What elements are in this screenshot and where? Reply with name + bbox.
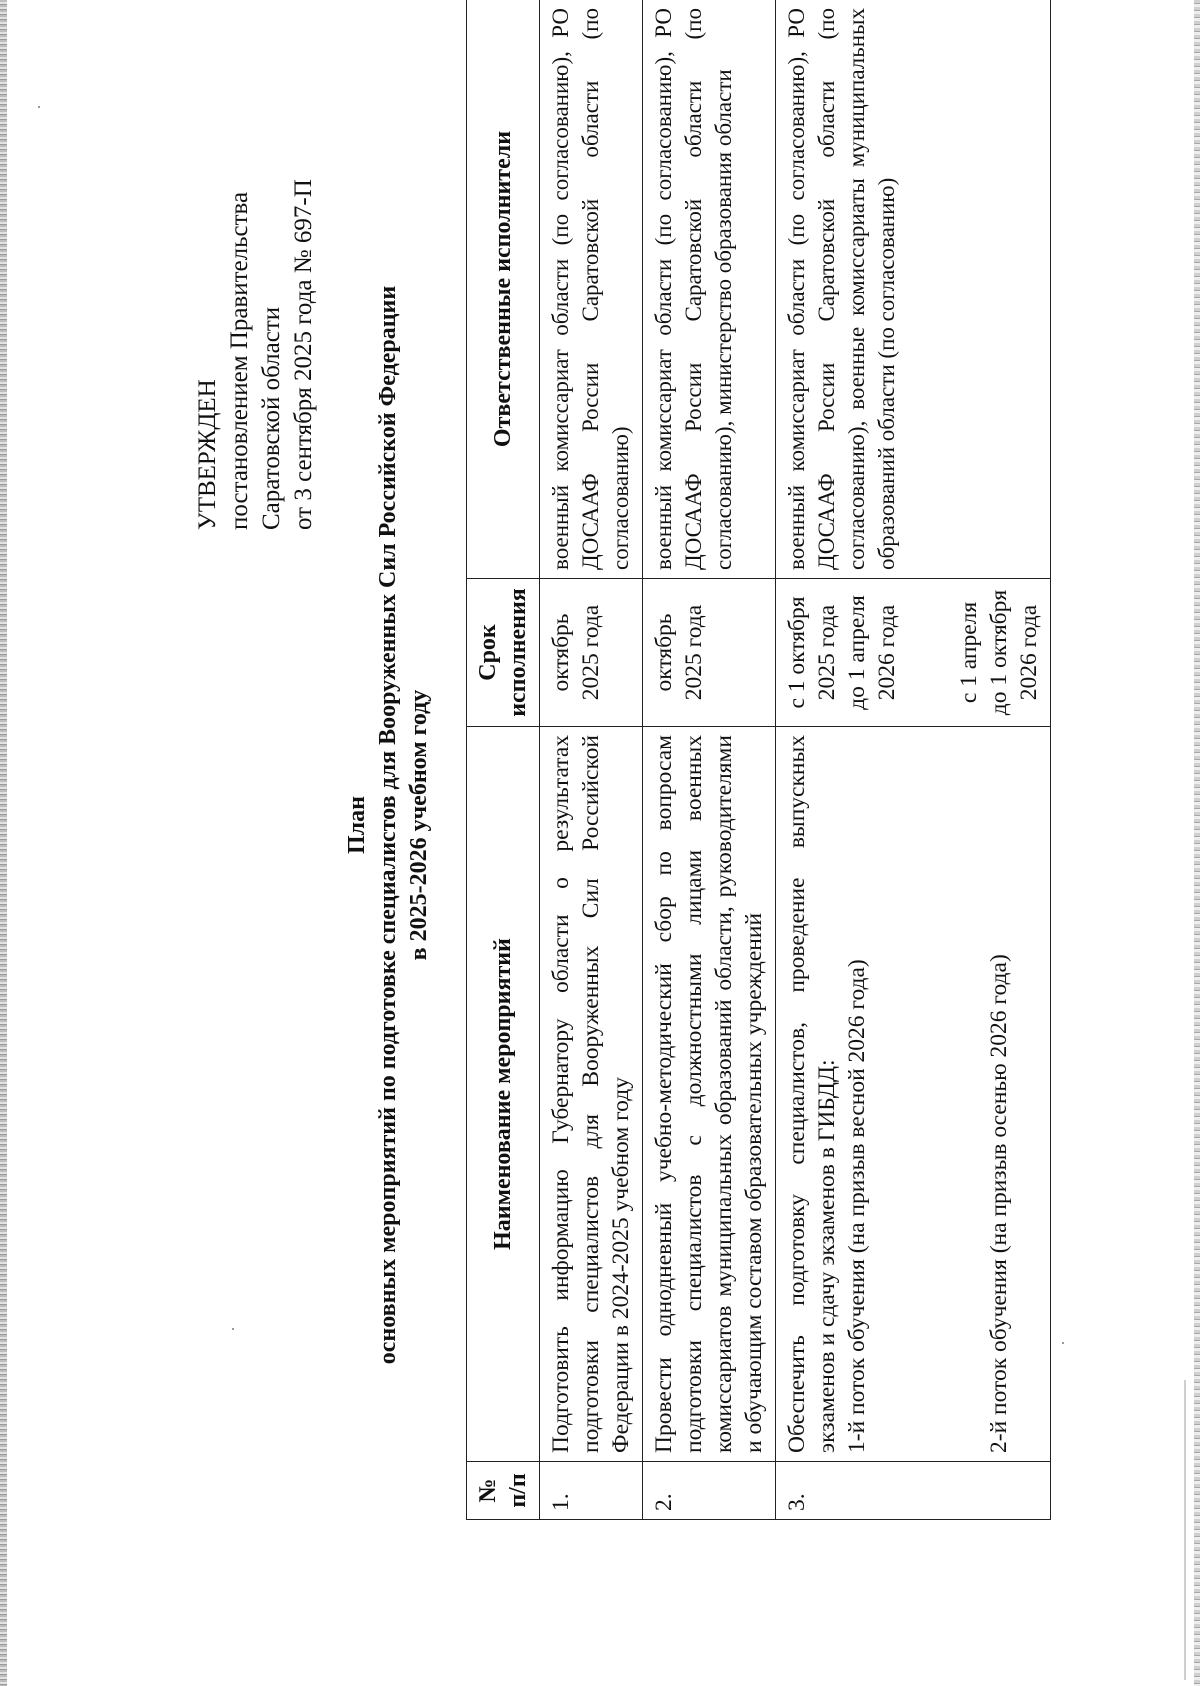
term-line: 2026 года (874, 604, 900, 701)
row-activity: Подготовить информацию Губернатору области о результатах подготовки специалистов для Вооруженных Сил Российской Федерации в 2024-2025 учебном году (540, 727, 643, 1462)
header-term (467, 579, 540, 727)
table-header-row (467, 0, 540, 1520)
row-responsible: военный комиссариат области (по согласованию), РО ДОСААФ России Саратовской области (по согласованию) (540, 0, 643, 579)
row-activity (776, 727, 1051, 1462)
term-line: октябрь (651, 613, 677, 692)
header-number-line-2: п/п (505, 1473, 531, 1508)
term-line: с 1 октября (784, 596, 810, 709)
row-number: 1. (540, 1462, 643, 1520)
row-term (540, 579, 643, 727)
row-responsible: военный комиссариат области (по согласованию), РО ДОСААФ России Саратовской области (по согласованию), министерство образования области (643, 0, 776, 579)
spacer (902, 587, 954, 718)
table-row (540, 0, 643, 1520)
document-title (342, 30, 435, 1620)
term-line: 2025 года (681, 604, 707, 701)
header-responsible: Ответственные исполнители (467, 0, 540, 579)
stream-2: 2-й поток обучения (на призыв осенью 2026 года) (986, 954, 1012, 1453)
scan-edge-right (1194, 0, 1200, 1686)
spacer (872, 735, 984, 1453)
activity-text: Обеспечить подготовку специалистов, проведение выпускных экзаменов и сдачу экзаменов в ГИБДД: (784, 735, 840, 1453)
header-term-line-1: Срок (475, 624, 501, 681)
approval-line-1: УТВЕРЖДЕН (194, 379, 221, 530)
plan-table (466, 0, 1051, 1520)
rotated-page (20, 8, 1140, 1620)
row-number: 2. (643, 1462, 776, 1520)
row-term (643, 579, 776, 727)
row-responsible: военный комиссариат области (по согласованию), РО ДОСААФ России Саратовской области (по согласованию), военные комиссариаты муниципальных образований области (по согласованию) (776, 0, 1051, 579)
header-number-line-1: № (475, 1478, 501, 1503)
term-line: с 1 апреля (956, 601, 982, 704)
approval-line-3: Саратовской области (258, 306, 285, 530)
term-line: 2026 года (1016, 604, 1042, 701)
header-name: Наименование мероприятий (467, 727, 540, 1462)
row-term (776, 579, 1051, 727)
title-line-2: основных мероприятий по подготовке специалистов для Вооруженных Сил Российской Федерации (375, 285, 401, 1365)
header-term-line-2: исполнения (505, 588, 531, 717)
term-line: 2025 года (578, 604, 604, 701)
scan-edge-left (0, 0, 7, 1686)
header-number (467, 1462, 540, 1520)
approval-stamp (192, 70, 320, 530)
row-number: 3. (776, 1462, 1051, 1520)
title-line-3: в 2025-2026 учебном году (406, 689, 432, 961)
approval-line-2: постановлением Правительства (226, 191, 253, 530)
row-activity: Провести однодневный учебно-методический сбор по вопросам подготовки специалистов с должностными лицами военных комиссариатов муниципальных образований области, руководителями и обучающим составом образовательных учреждений (643, 727, 776, 1462)
term-line: до 1 апреля (844, 595, 870, 710)
scan-edge-right-inner (1184, 1380, 1186, 1680)
term-line: 2025 года (814, 604, 840, 701)
term-line: октябрь (548, 613, 574, 692)
term-line: до 1 октября (986, 589, 1012, 716)
stream-1: 1-й поток обучения (на призыв весной 2026 года) (844, 959, 870, 1453)
approval-line-4: от 3 сентября 2025 года № 697-П (290, 179, 317, 530)
title-line-1: План (344, 796, 370, 854)
table-row (776, 0, 1051, 1520)
table-row (643, 0, 776, 1520)
